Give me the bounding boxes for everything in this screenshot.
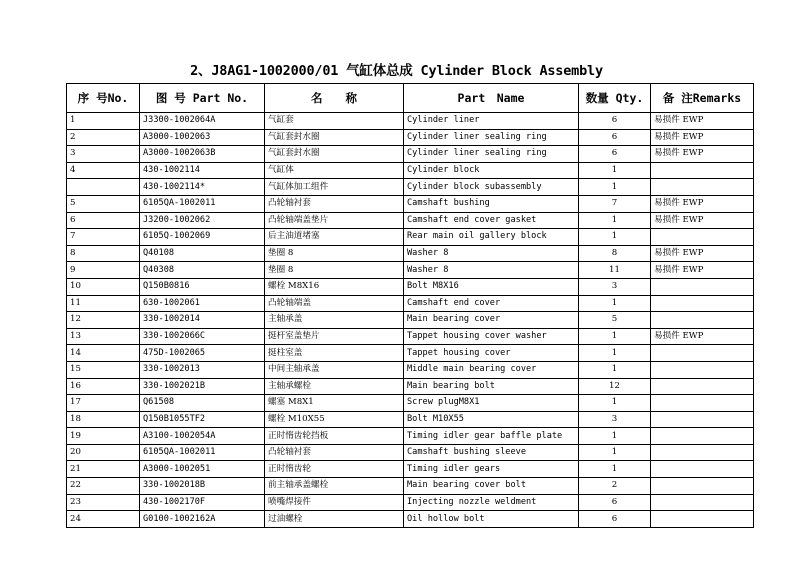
chinese-name-cell: 气缸套封水圈	[265, 129, 404, 146]
english-name-cell: Bolt M8X16	[404, 278, 579, 295]
seq-cell: 20	[67, 444, 140, 461]
english-name-cell: Washer 8	[404, 245, 579, 262]
quantity-cell: 1	[579, 328, 651, 345]
chinese-name-cell: 垫圈 8	[265, 262, 404, 279]
part-number-cell: Q150B1055TF2	[140, 411, 265, 428]
remarks-cell	[651, 345, 754, 362]
table-row	[67, 328, 754, 345]
english-name-cell: Camshaft bushing sleeve	[404, 444, 579, 461]
chinese-name-cell: 主轴承螺栓	[265, 378, 404, 395]
chinese-name-cell: 气缸套	[265, 113, 404, 130]
quantity-cell: 3	[579, 411, 651, 428]
header-row	[67, 84, 754, 113]
remarks-cell	[651, 428, 754, 445]
english-name-cell: Screw plugM8X1	[404, 395, 579, 412]
seq-cell: 15	[67, 361, 140, 378]
part-number-cell: Q40108	[140, 245, 265, 262]
chinese-name-cell: 凸轮轴衬套	[265, 444, 404, 461]
seq-cell: 6	[67, 212, 140, 229]
header-part-no: 图 号 Part No.	[140, 84, 265, 113]
chinese-name-cell: 喷嘴焊接件	[265, 494, 404, 511]
remarks-cell	[651, 461, 754, 478]
quantity-cell: 8	[579, 245, 651, 262]
seq-cell: 11	[67, 295, 140, 312]
remarks-cell	[651, 494, 754, 511]
part-number-cell: A3100-1002054A	[140, 428, 265, 445]
chinese-name-cell: 挺杆室盖垫片	[265, 328, 404, 345]
table-row	[67, 461, 754, 478]
part-number-cell: 330-1002021B	[140, 378, 265, 395]
remarks-cell: 易损件 EWP	[651, 146, 754, 163]
part-number-cell: A3000-1002063	[140, 129, 265, 146]
part-number-cell: J3300-1002064A	[140, 113, 265, 130]
quantity-cell: 1	[579, 295, 651, 312]
english-name-cell: Main bearing cover	[404, 312, 579, 329]
table-row	[67, 262, 754, 279]
part-number-cell: 430-1002114*	[140, 179, 265, 196]
chinese-name-cell: 气缸体	[265, 162, 404, 179]
table-row	[67, 378, 754, 395]
quantity-cell: 1	[579, 428, 651, 445]
part-number-cell: A3000-1002063B	[140, 146, 265, 163]
chinese-name-cell: 螺栓 M8X16	[265, 278, 404, 295]
table-row	[67, 345, 754, 362]
quantity-cell: 1	[579, 179, 651, 196]
quantity-cell: 6	[579, 494, 651, 511]
quantity-cell: 6	[579, 113, 651, 130]
quantity-cell: 7	[579, 195, 651, 212]
quantity-cell: 1	[579, 395, 651, 412]
english-name-cell: Cylinder liner	[404, 113, 579, 130]
seq-cell: 4	[67, 162, 140, 179]
seq-cell: 2	[67, 129, 140, 146]
seq-cell: 9	[67, 262, 140, 279]
remarks-cell	[651, 179, 754, 196]
remarks-cell: 易损件 EWP	[651, 328, 754, 345]
table-row	[67, 146, 754, 163]
english-name-cell: Oil hollow bolt	[404, 511, 579, 528]
remarks-cell	[651, 478, 754, 495]
remarks-cell	[651, 162, 754, 179]
remarks-cell	[651, 444, 754, 461]
english-name-cell: Timing idler gear baffle plate	[404, 428, 579, 445]
table-row	[67, 195, 754, 212]
seq-cell: 16	[67, 378, 140, 395]
remarks-cell	[651, 229, 754, 246]
english-name-cell: Cylinder block subassembly	[404, 179, 579, 196]
seq-cell: 19	[67, 428, 140, 445]
table-row	[67, 295, 754, 312]
table-row	[67, 411, 754, 428]
header-name-cn: 名 称	[265, 84, 404, 113]
quantity-cell: 6	[579, 129, 651, 146]
part-number-cell: 430-1002114	[140, 162, 265, 179]
quantity-cell: 6	[579, 146, 651, 163]
part-number-cell: 330-1002013	[140, 361, 265, 378]
english-name-cell: Washer 8	[404, 262, 579, 279]
part-number-cell: 330-1002066C	[140, 328, 265, 345]
seq-cell: 17	[67, 395, 140, 412]
table-row	[67, 212, 754, 229]
english-name-cell: Main bearing bolt	[404, 378, 579, 395]
english-name-cell: Cylinder liner sealing ring	[404, 146, 579, 163]
table-row	[67, 312, 754, 329]
table-row	[67, 478, 754, 495]
chinese-name-cell: 主轴承盖	[265, 312, 404, 329]
table-row	[67, 229, 754, 246]
chinese-name-cell: 挺柱室盖	[265, 345, 404, 362]
seq-cell: 21	[67, 461, 140, 478]
table-row	[67, 444, 754, 461]
seq-cell: 18	[67, 411, 140, 428]
header-qty: 数量 Qty.	[579, 84, 651, 113]
seq-cell	[67, 179, 140, 196]
chinese-name-cell: 凸轮轴衬套	[265, 195, 404, 212]
table-row	[67, 129, 754, 146]
seq-cell: 7	[67, 229, 140, 246]
table-row	[67, 113, 754, 130]
remarks-cell	[651, 411, 754, 428]
chinese-name-cell: 后主油道堵塞	[265, 229, 404, 246]
part-number-cell: 430-1002170F	[140, 494, 265, 511]
english-name-cell: Cylinder block	[404, 162, 579, 179]
quantity-cell: 1	[579, 212, 651, 229]
english-name-cell: Cylinder liner sealing ring	[404, 129, 579, 146]
part-number-cell: 6105Q-1002069	[140, 229, 265, 246]
quantity-cell: 5	[579, 312, 651, 329]
remarks-cell: 易损件 EWP	[651, 212, 754, 229]
english-name-cell: Camshaft end cover gasket	[404, 212, 579, 229]
chinese-name-cell: 气缸套封水圈	[265, 146, 404, 163]
table-row	[67, 179, 754, 196]
part-number-cell: J3200-1002062	[140, 212, 265, 229]
part-number-cell: Q61508	[140, 395, 265, 412]
quantity-cell: 1	[579, 444, 651, 461]
quantity-cell: 1	[579, 162, 651, 179]
seq-cell: 14	[67, 345, 140, 362]
remarks-cell: 易损件 EWP	[651, 113, 754, 130]
english-name-cell: Camshaft end cover	[404, 295, 579, 312]
seq-cell: 5	[67, 195, 140, 212]
table-row	[67, 494, 754, 511]
table-row	[67, 428, 754, 445]
seq-cell: 22	[67, 478, 140, 495]
part-number-cell: 330-1002014	[140, 312, 265, 329]
part-number-cell: Q40308	[140, 262, 265, 279]
chinese-name-cell: 中间主轴承盖	[265, 361, 404, 378]
parts-table-header	[67, 84, 754, 113]
quantity-cell: 1	[579, 361, 651, 378]
remarks-cell: 易损件 EWP	[651, 262, 754, 279]
english-name-cell: Camshaft bushing	[404, 195, 579, 212]
table-row	[67, 361, 754, 378]
table-row	[67, 245, 754, 262]
remarks-cell	[651, 295, 754, 312]
part-number-cell: 330-1002018B	[140, 478, 265, 495]
table-row	[67, 395, 754, 412]
english-name-cell: Tappet housing cover washer	[404, 328, 579, 345]
part-number-cell: 6105QA-1002011	[140, 444, 265, 461]
chinese-name-cell: 气缸体加工组件	[265, 179, 404, 196]
parts-table-body	[67, 113, 754, 528]
table-row	[67, 278, 754, 295]
chinese-name-cell: 螺栓 M10X55	[265, 411, 404, 428]
remarks-cell	[651, 378, 754, 395]
part-number-cell: 475D-1002065	[140, 345, 265, 362]
part-number-cell: G0100-1002162A	[140, 511, 265, 528]
quantity-cell: 6	[579, 511, 651, 528]
header-remarks: 备 注Remarks	[651, 84, 754, 113]
english-name-cell: Bolt M10X55	[404, 411, 579, 428]
part-number-cell: 6105QA-1002011	[140, 195, 265, 212]
header-seq: 序 号No.	[67, 84, 140, 113]
remarks-cell	[651, 511, 754, 528]
quantity-cell: 12	[579, 378, 651, 395]
english-name-cell: Main bearing cover bolt	[404, 478, 579, 495]
english-name-cell: Tappet housing cover	[404, 345, 579, 362]
chinese-name-cell: 前主轴承盖螺栓	[265, 478, 404, 495]
header-name-en: Part Name	[404, 84, 579, 113]
document-title: 2、J8AG1-1002000/01 气缸体总成 Cylinder Block Assembly	[190, 63, 603, 79]
quantity-cell: 1	[579, 229, 651, 246]
remarks-cell	[651, 312, 754, 329]
chinese-name-cell: 螺塞 M8X1	[265, 395, 404, 412]
english-name-cell: Timing idler gears	[404, 461, 579, 478]
seq-cell: 1	[67, 113, 140, 130]
quantity-cell: 3	[579, 278, 651, 295]
chinese-name-cell: 正时惰齿轮	[265, 461, 404, 478]
seq-cell: 12	[67, 312, 140, 329]
remarks-cell	[651, 395, 754, 412]
seq-cell: 24	[67, 511, 140, 528]
english-name-cell: Rear main oil gallery block	[404, 229, 579, 246]
parts-table	[66, 83, 754, 528]
part-number-cell: 630-1002061	[140, 295, 265, 312]
table-row	[67, 511, 754, 528]
chinese-name-cell: 垫圈 8	[265, 245, 404, 262]
chinese-name-cell: 凸轮轴端盖垫片	[265, 212, 404, 229]
remarks-cell	[651, 361, 754, 378]
chinese-name-cell: 凸轮轴端盖	[265, 295, 404, 312]
seq-cell: 8	[67, 245, 140, 262]
part-number-cell: Q150B0816	[140, 278, 265, 295]
english-name-cell: Injecting nozzle weldment	[404, 494, 579, 511]
quantity-cell: 1	[579, 345, 651, 362]
remarks-cell: 易损件 EWP	[651, 129, 754, 146]
remarks-cell	[651, 278, 754, 295]
part-number-cell: A3000-1002051	[140, 461, 265, 478]
quantity-cell: 2	[579, 478, 651, 495]
chinese-name-cell: 过油螺栓	[265, 511, 404, 528]
seq-cell: 13	[67, 328, 140, 345]
quantity-cell: 11	[579, 262, 651, 279]
table-row	[67, 162, 754, 179]
seq-cell: 3	[67, 146, 140, 163]
seq-cell: 23	[67, 494, 140, 511]
remarks-cell: 易损件 EWP	[651, 245, 754, 262]
seq-cell: 10	[67, 278, 140, 295]
english-name-cell: Middle main bearing cover	[404, 361, 579, 378]
remarks-cell: 易损件 EWP	[651, 195, 754, 212]
quantity-cell: 1	[579, 461, 651, 478]
chinese-name-cell: 正时惰齿轮挡板	[265, 428, 404, 445]
